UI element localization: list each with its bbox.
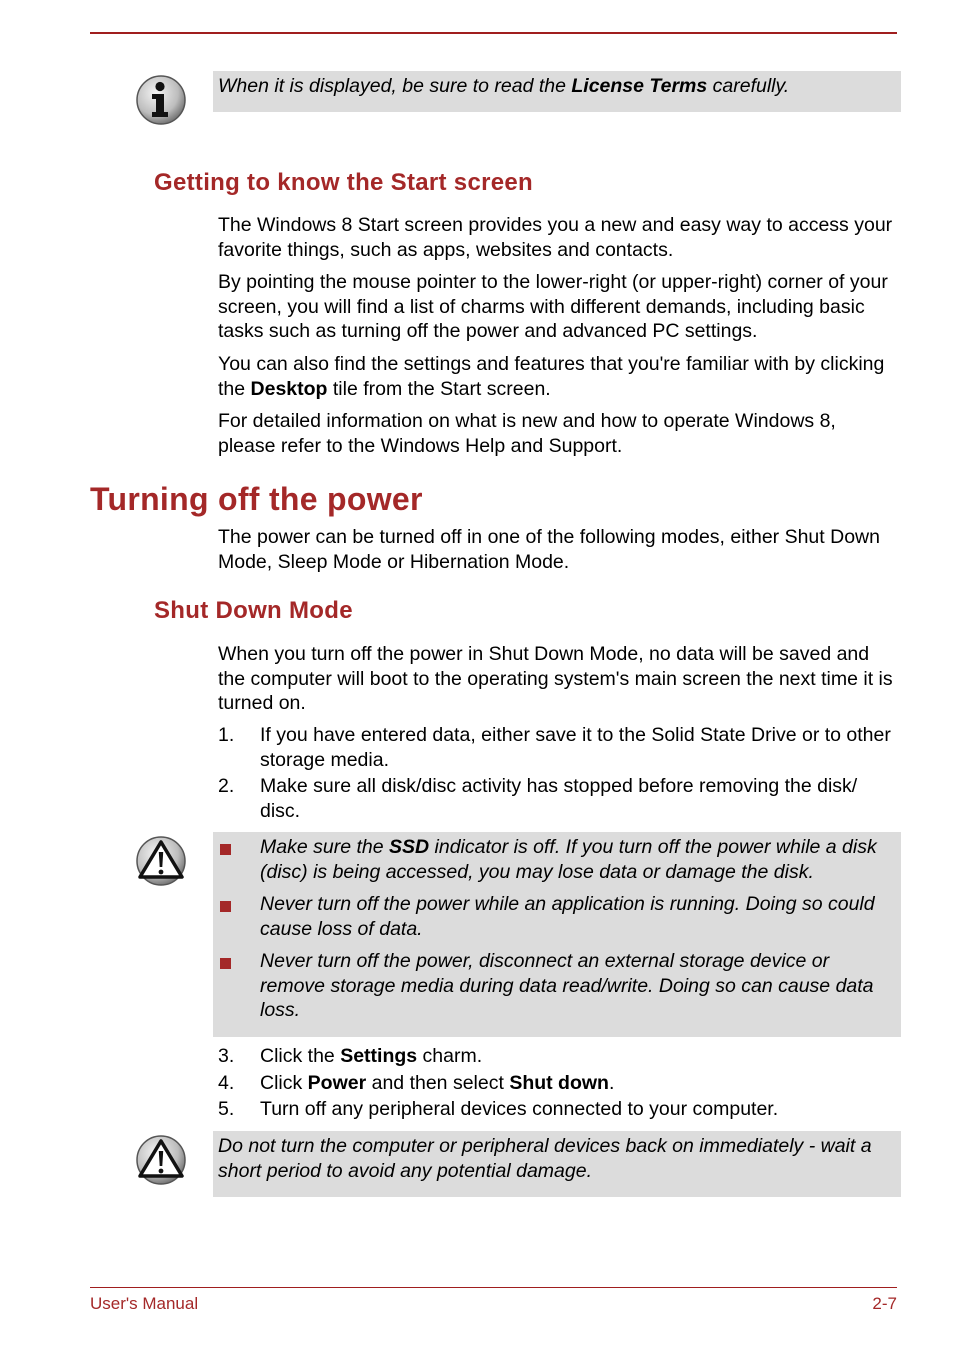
footer-manual-title: User's Manual bbox=[90, 1294, 199, 1313]
caution-box bbox=[213, 832, 901, 1037]
info-icon bbox=[135, 74, 187, 126]
list-item: 1. If you have entered data, either save it to the Solid State Drive or to other storage media. bbox=[218, 724, 891, 771]
list-item: Make sure the SSD indicator is off. If you turn off the power while a disk (disc) is being accessed, you may lose data or damage the disk. bbox=[218, 835, 896, 884]
paragraph: The power can be turned off in one of the following modes, either Shut Down Mode, Sleep Mode or Hibernation Mode. bbox=[218, 526, 880, 573]
header-rule bbox=[90, 32, 897, 34]
section-heading-shut-down: Shut Down Mode bbox=[154, 597, 353, 624]
page-number: 2-7 bbox=[872, 1294, 897, 1313]
section-heading-start-screen: Getting to know the Start screen bbox=[154, 169, 533, 196]
paragraph: You can also find the settings and features that you're familiar with by clicking the Desktop tile from the Start screen. bbox=[218, 353, 885, 400]
info-note bbox=[213, 71, 901, 112]
info-note-text: When it is displayed, be sure to read the License Terms carefully. bbox=[218, 75, 790, 97]
list-item: 5. Turn off any peripheral devices connected to your computer. bbox=[218, 1098, 779, 1120]
steps-list bbox=[218, 1044, 898, 1124]
paragraph: For detailed information on what is new and how to operate Windows 8, please refer to the Windows Help and Support. bbox=[218, 410, 836, 457]
caution-note-text: Do not turn the computer or peripheral devices back on immediately - wait a short period to avoid any potential damage. bbox=[218, 1135, 872, 1182]
footer-rule bbox=[90, 1287, 897, 1288]
warning-icon bbox=[135, 1134, 187, 1186]
bullet-square-icon bbox=[218, 835, 260, 884]
list-item: Never turn off the power while an application is running. Doing so could cause loss of data. bbox=[218, 892, 896, 941]
bullet-square-icon bbox=[218, 892, 260, 941]
paragraph: When you turn off the power in Shut Down Mode, no data will be saved and the computer will boot to the operating system's main screen the next time it is turned on. bbox=[218, 643, 893, 714]
list-item: 3. Click the Settings charm. bbox=[218, 1045, 483, 1067]
list-item: 2. Make sure all disk/disc activity has stopped before removing the disk/ disc. bbox=[218, 775, 858, 822]
steps-list bbox=[218, 723, 898, 825]
paragraph: The Windows 8 Start screen provides you a new and easy way to access your favorite things, such as apps, websites and contacts. bbox=[218, 214, 893, 261]
warning-icon bbox=[135, 835, 187, 887]
list-item: Never turn off the power, disconnect an external storage device or remove storage media during data read/write. Doing so can cause data loss. bbox=[218, 949, 896, 1023]
paragraph: By pointing the mouse pointer to the lower-right (or upper-right) corner of your screen, you will find a list of charms with different demands, including basic tasks such as turning off the power and advanced PC settings. bbox=[218, 271, 888, 342]
chapter-heading-power: Turning off the power bbox=[90, 481, 423, 517]
bullet-square-icon bbox=[218, 949, 260, 1023]
list-item: 4. Click Power and then select Shut down. bbox=[218, 1071, 615, 1094]
caution-note bbox=[213, 1131, 901, 1197]
